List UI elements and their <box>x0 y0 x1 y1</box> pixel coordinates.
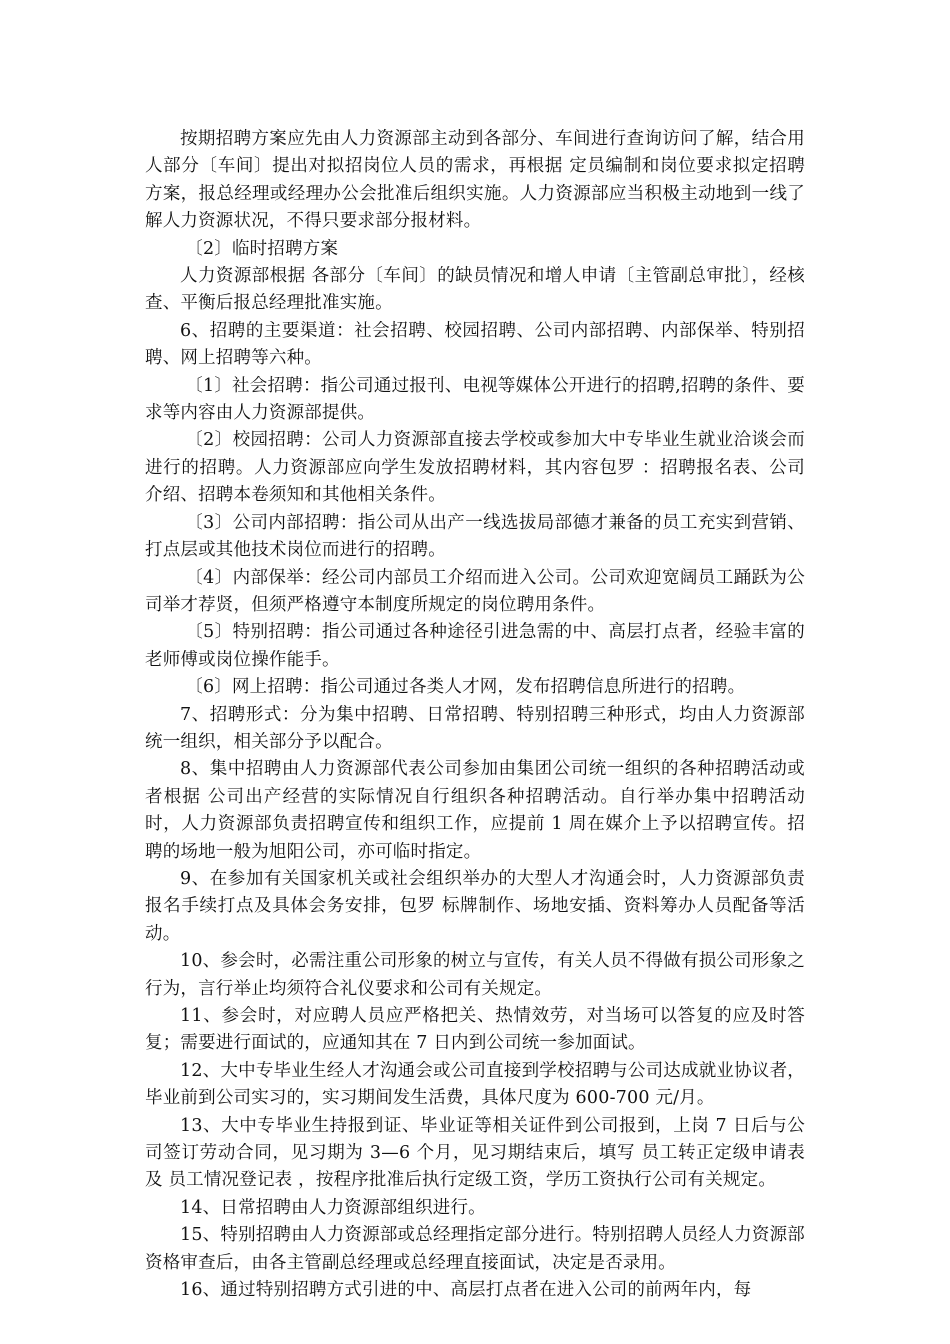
paragraph-item-9-talent-fair: 9、在参加有关国家机关或社会组织举办的大型人才沟通会时，人力资源部负责报名手续打点及具体会务安排，包罗 标牌制作、场地安插、资料筹办人员配备等活动。 <box>145 868 805 944</box>
paragraph-item-14-daily: 14、日常招聘由人力资源部组织进行。 <box>180 1197 486 1218</box>
document-body <box>145 126 805 1304</box>
paragraph-item-11-interview: 11、参会时，对应聘人员应严格把关、热情效劳，对当场可以答复的应及时答复；需要进行面试的，应通知其在 7 日内到公司统一参加面试。 <box>145 1006 805 1054</box>
paragraph-temporary-plan-body: 人力资源部根据 各部分〔车间〕的缺员情况和增人申请〔主管副总审批〕，经核查、平衡后报总经理批准实施。 <box>145 266 805 314</box>
paragraph-channel-referral: 〔4〕内部保举：经公司内部员工介绍而进入公司。公司欢迎宽阔员工踊跃为公司举才荐贤，但须严格遵守本制度所规定的岗位聘用条件。 <box>145 567 805 615</box>
paragraph-channel-special: 〔5〕特别招聘：指公司通过各种途径引进急需的中、高层打点者，经验丰富的老师傅或岗位操作能手。 <box>145 622 805 670</box>
paragraph-channel-campus: 〔2〕校园招聘：公司人力资源部直接去学校或参加大中专毕业生就业洽谈会而进行的招聘。人力资源部应向学生发放招聘材料，其内容包罗 ：招聘报名表、公司介绍、招聘本卷须知和其他相关条件。 <box>145 430 805 506</box>
paragraph-item-15-special: 15、特别招聘由人力资源部或总经理指定部分进行。特别招聘人员经人力资源部资格审查后，由各主管副总经理或总经理直接面试，决定是否录用。 <box>145 1225 805 1273</box>
paragraph-channel-social: 〔1〕社会招聘：指公司通过报刊、电视等媒体公开进行的招聘,招聘的条件、要求等内容由人力资源部提供。 <box>145 375 805 424</box>
paragraph-regular-recruitment-plan: 按期招聘方案应先由人力资源部主动到各部分、车间进行查询访问了解，结合用人部分〔车间〕提出对拟招岗位人员的需求，再根据 定员编制和岗位要求拟定招聘方案，报总经理或经理办公会批准后组织实施。人力资源部应当积极主动地到一线了解人力资源状况，不得只要求部分报材料。 <box>145 129 805 232</box>
paragraph-heading-temporary-plan: 〔2〕临时招聘方案 <box>185 238 339 259</box>
paragraph-item-10-image: 10、参会时，必需注重公司形象的树立与宣传，有关人员不得做有损公司形象之行为，言行举止均须符合礼仪要求和公司有关规定。 <box>145 951 805 999</box>
paragraph-item-13-contract: 13、大中专毕业生持报到证、毕业证等相关证件到公司报到，上岗 7 日后与公司签订劳动合同，见习期为 3—6 个月，见习期结束后，填写 员工转正定级申请表 及 员工情况登记表 ，按程序批准后执行定级工资，学历工资执行公司有关规定。 <box>145 1115 805 1191</box>
paragraph-channel-internal: 〔3〕公司内部招聘：指公司从出产一线选拔局部德才兼备的员工充实到营销、打点层或其他技术岗位而进行的招聘。 <box>145 512 805 561</box>
paragraph-item-8-centralized: 8、集中招聘由人力资源部代表公司参加由集团公司统一组织的各种招聘活动或者根据 公司出产经营的实际情况自行组织各种招聘活动。自行举办集中招聘活动时，人力资源部负责招聘宣传和组织工作，应提前 1 周在媒介上予以招聘宣传。招聘的场地一般为旭阳公司，亦可临时指定。 <box>145 759 805 862</box>
paragraph-channel-online: 〔6〕网上招聘：指公司通过各类人才网，发布招聘信息所进行的招聘。 <box>185 677 746 698</box>
paragraph-item-12-internship: 12、大中专毕业生经人才沟通会或公司直接到学校招聘与公司达成就业协议者，毕业前到公司实习的，实习期间发生活费，具体尺度为 600-700 元/月。 <box>145 1060 805 1109</box>
paragraph-item-16-senior: 16、通过特别招聘方式引进的中、高层打点者在进入公司的前两年内，每 <box>180 1280 752 1301</box>
paragraph-item-7-forms: 7、招聘形式：分为集中招聘、日常招聘、特别招聘三种形式，均由人力资源部统一组织，相关部分予以配合。 <box>145 704 805 752</box>
paragraph-item-6-channels: 6、招聘的主要渠道：社会招聘、校园招聘、公司内部招聘、内部保举、特别招聘、网上招聘等六种。 <box>145 320 805 369</box>
